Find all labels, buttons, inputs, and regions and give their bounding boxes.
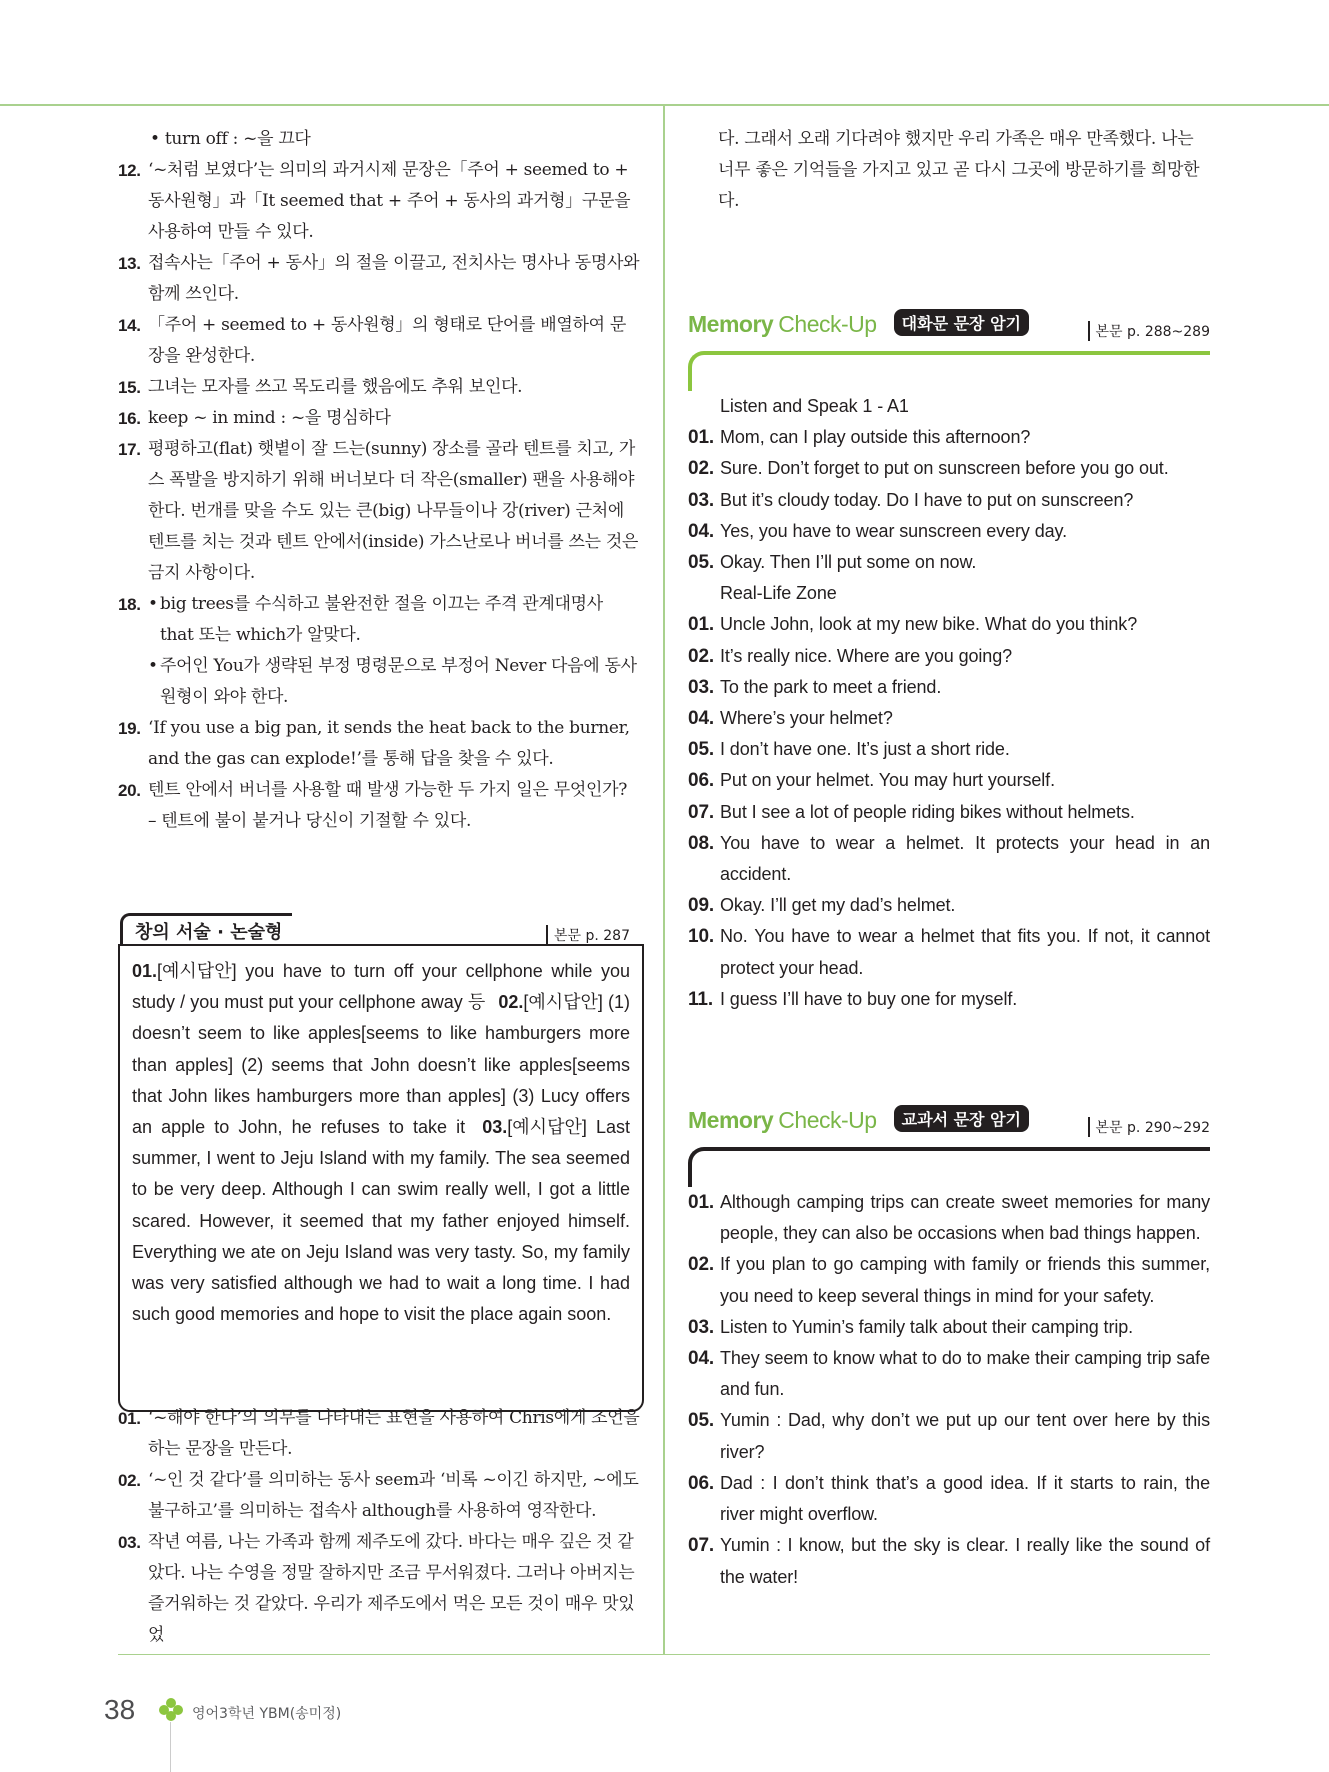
sentence-line: 04. They seem to know what to do to make their camping trip safe and fun. [688,1348,1210,1400]
sentence-line: 08. You have to wear a helmet. It protects your head in an accident. [688,832,1210,885]
sentence-line: 10. No. You have to wear a helmet that fits you. If not, it cannot protect your head. [688,926,1210,978]
section-heading: Real-Life Zone [720,583,837,604]
textbook-sentences [688,1187,1210,1593]
sentence-line: 03. But it’s cloudy today. Do I have to put on sunscreen? [688,489,1134,511]
essay-header [120,913,630,945]
note-item: 14. 「주어 + seemed to + 동사원형」의 형태로 단어를 배열하여 문장을 완성한다. [118,315,626,366]
essay-title: 창의 서술 · 논술형 [120,913,292,946]
book-title: 영어3학년 YBM(송미정) [192,1706,342,1722]
dialogue-page-ref: 본문 p. 288~289 [1088,321,1210,341]
sentence-line: 01. Although camping trips can create sweet memories for many people, they can also be occasions when bad things happen. [688,1192,1210,1244]
right-column [688,124,1210,1593]
textbook-page-ref: 본문 p. 290~292 [1088,1117,1210,1137]
sentence-line: 07. Yumin : I know, but the sky is clear. I really like the sound of the water! [688,1535,1210,1587]
sentence-line: 02. If you plan to go camping with family or friends this summer, you need to keep several things in mind for your safety. [688,1254,1210,1306]
turn-off-note: • turn off : ~을 끄다 [150,129,311,149]
sentence-line: 04. Yes, you have to wear sunscreen every day. [688,520,1068,542]
section-heading: Listen and Speak 1 - A1 [720,396,909,416]
note-item: 20. 텐트 안에서 버너를 사용할 때 발생 가능한 두 가지 일은 무엇인가? – 텐트에 불이 붙거나 당신이 기절할 수 있다. [118,780,628,831]
note-item: 17. 평평하고(flat) 햇볕이 잘 드는(sunny) 장소를 골라 텐트를 치고, 가스 폭발을 방지하기 위해 버너보다 더 작은(smaller) 팬을 사용해야 한다. 번개를 맞을 수도 있는 큰(big) 나무들이나 강(river) 근처에 텐트를 치는 것과 텐트 안에서(inside) 가스난로나 버너를 쓰는 것은 금지 사항이다. [118,439,639,583]
sentence-line: 03. Listen to Yumin’s family talk about their camping trip. [688,1316,1134,1338]
bottom-rule [118,1654,1210,1655]
essay-answer-box: 01.[예시답안] you have to turn off your cellphone while you study / you must put your cellphone away 등 02.[예시답안] (1) doesn’t seem to like apples[seems to like hamburgers more than apples] (2) seems that John doesn’t like apples[seems that John likes hamburgers more than apples] (3) Lucy offers an apple to John, he refuses to take it 03.[예시답안] Last summer, I went to Jeju Island with my family. The sea seemed to be very deep. Although I can swim really well, I got a little scared. However, it seemed that my father enjoyed himself. Everything we ate on Jeju Island was very tasty. So, my family was very satisfied although we had to wait a long time. I had such good memories and hope to visit the place again soon. [118,944,644,1412]
translation-continued: 다. 그래서 오래 기다려야 했지만 우리 가족은 매우 만족했다. 나는 너무 좋은 기억들을 가지고 있고 곧 다시 그곳에 방문하기를 희망한다. [718,129,1200,211]
left-column [118,124,640,837]
sentence-line: 03. To the park to meet a friend. [688,676,942,698]
note-item: 19. ‘If you use a big pan, it sends the heat back to the burner, and the gas can explode!’를 통해 답을 찾을 수 있다. [118,718,630,769]
note-18-bullet-2: • 주어인 You가 생략된 부정 명령문으로 부정어 Never 다음에 동사원형이 와야 한다. [148,656,637,707]
sentence-line: 01. Mom, can I play outside this afternoon? [688,427,1031,449]
sentence-line: 09. Okay. I’ll get my dad’s helmet. [688,895,956,917]
textbook-badge: 교과서 문장 암기 [894,1105,1029,1132]
column-divider [663,104,665,1654]
clover-icon [157,1696,185,1728]
note-18-bullet-1: • big trees를 수식하고 불완전한 절을 이끄는 주격 관계대명사 that 또는 which가 알맞다. [148,594,603,645]
note-item: 15. 그녀는 모자를 쓰고 목도리를 했음에도 추워 보인다. [118,377,523,397]
note-item: 13. 접속사는「주어 + 동사」의 절을 이끌고, 전치사는 명사나 동명사와 함께 쓰인다. [118,253,640,304]
note-item: 12. ‘~처럼 보였다’는 의미의 과거시제 문장은「주어 + seemed to + 동사원형」과「It seemed that + 주어 + 동사의 과거형」구문을 사용하여 만들 수 있다. [118,160,631,242]
sentence-line: 04. Where’s your helmet? [688,708,893,730]
sentence-line: 01. Uncle John, look at my new bike. What do you think? [688,614,1138,636]
sentence-line: 07. But I see a lot of people riding bikes without helmets. [688,801,1135,823]
page-number: 38 [104,1694,136,1725]
sentence-line: 06. Put on your helmet. You may hurt yourself. [688,770,1055,792]
footer-divider [170,1722,171,1772]
dialogue-badge: 대화문 문장 암기 [894,309,1029,336]
answer-notes-12-17 [118,155,640,589]
sentence-line: 11. I guess I’ll have to buy one for myself. [688,988,1018,1010]
sentence-line: 06. Dad : I don’t think that’s a good idea. If it starts to rain, the river might overflow. [688,1472,1210,1525]
green-corner-bar [688,351,1210,391]
note-item: 16. keep ~ in mind : ~을 명심하다 [118,408,391,428]
essay-page-ref: 본문 p. 287 [546,925,630,945]
sentence-line: 02. It’s really nice. Where are you going? [688,645,1013,667]
essay-explanations [118,1403,640,1651]
dark-corner-bar [688,1147,1210,1187]
sentence-line: 05. Yumin : Dad, why don’t we put up our tent over here by this river? [688,1410,1210,1462]
note-item: 01. ‘~해야 한다’의 의무를 나타내는 표현을 사용하여 Chris에게 조언을 하는 문장을 만든다. [118,1408,640,1459]
sentence-line: 05. I don’t have one. It’s just a short ride. [688,739,1010,761]
note-item: 02. ‘~인 것 같다’를 의미하는 동사 seem과 ‘비록 ~이긴 하지만, ~에도 불구하고’를 의미하는 접속사 although를 사용하여 영작한다. [118,1470,639,1521]
sentence-line: 02. Sure. Don’t forget to put on sunscreen before you go out. [688,458,1169,480]
note-item-18: 18. • big trees를 수식하고 불완전한 절을 이끄는 주격 관계대명사 that 또는 which가 알맞다. • 주어인 You가 생략된 부정 명령문으로 부정어 Never 다음에 동사원형이 와야 한다. [118,589,640,713]
dialogue-sentences [688,391,1210,1015]
memory-checkup-dialogue-header: Memory Check-Up 대화문 문장 암기 본문 p. 288~289 [688,311,1210,340]
note-item: 03. 작년 여름, 나는 가족과 함께 제주도에 갔다. 바다는 매우 깊은 것 같았다. 나는 수영을 정말 잘하지만 조금 무서워졌다. 그러나 아버지는 즐거워하는 것 같았다. 우리가 제주도에서 먹은 모든 것이 매우 맛있었 [118,1532,635,1645]
sentence-line: 05. Okay. Then I’ll put some on now. [688,552,977,574]
memory-checkup-textbook-header: Memory Check-Up 교과서 문장 암기 본문 p. 290~292 [688,1107,1210,1137]
